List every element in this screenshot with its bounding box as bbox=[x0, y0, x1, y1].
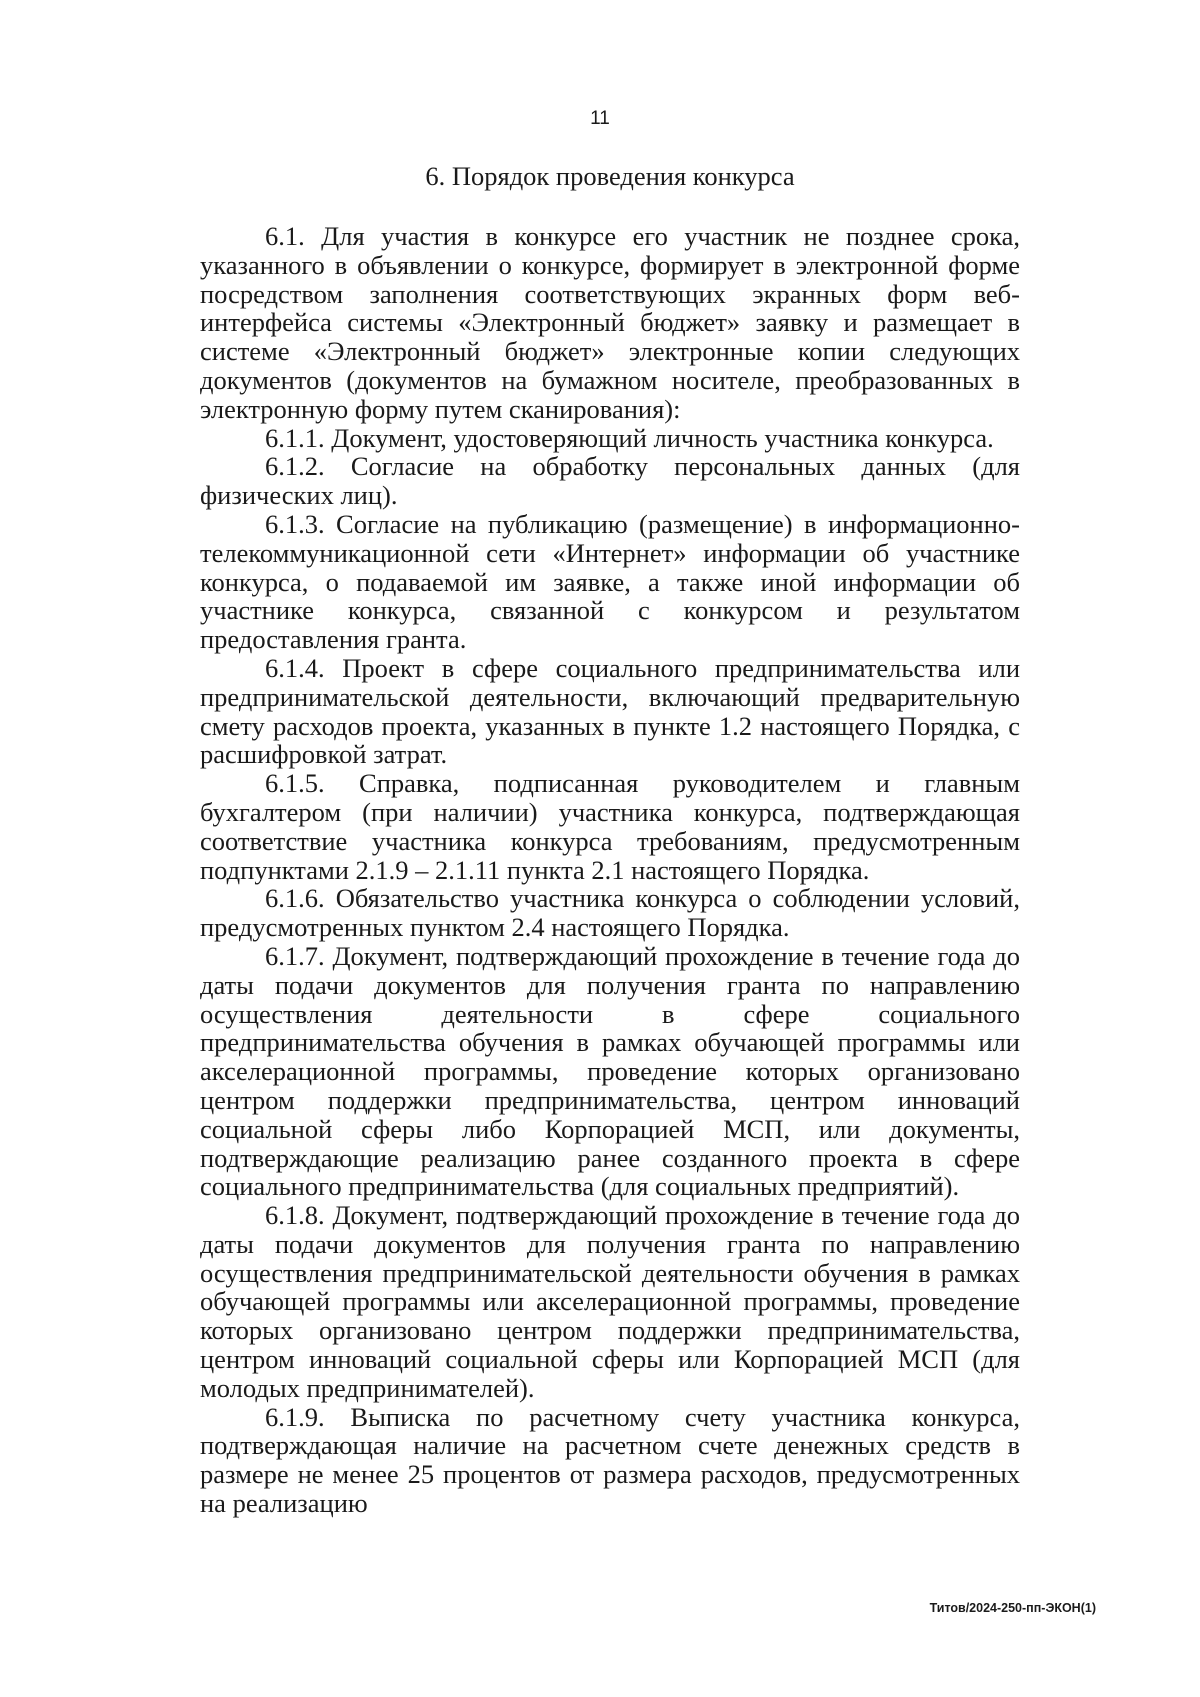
paragraph-6-1-3: 6.1.3. Согласие на публикацию (размещение) в информационно-телекоммуникационной сети «Интернет» информации об участнике конкурса, о подаваемой им заявке, а также иной информации об участнике конкурса, связанной с конкурсом и результатом предоставления гранта. bbox=[200, 508, 1020, 655]
paragraph-6-1: 6.1. Для участия в конкурсе его участник не позднее срока, указанного в объявлении о конкурсе, формирует в электронной форме посредством заполнения соответствующих экранных форм веб-интерфейса системы «Электронный бюджет» заявку и размещает в системе «Электронный бюджет» электронные копии следующих документов (документов на бумажном носителе, преобразованных в электронную форму путем сканирования): bbox=[200, 221, 1020, 424]
paragraph-6-1-4: 6.1.4. Проект в сфере социального предпринимательства или предпринимательской деятельности, включающий предварительную смету расходов проекта, указанных в пункте 1.2 настоящего Порядка, с расшифровкой затрат. bbox=[200, 652, 1020, 770]
paragraph-6-1-8: 6.1.8. Документ, подтверждающий прохождение в течение года до даты подачи документов для получения гранта по направлению осуществления предпринимательской деятельности обучения в рамках обучающей программы или акселерационной программы, проведение которых организовано центром поддержки предпринимательства, центром инноваций социальной сферы или Корпорацией МСП (для молодых предпринимателей). bbox=[200, 1200, 1020, 1403]
paragraph-6-1-1: 6.1.1. Документ, удостоверяющий личность участника конкурса. bbox=[265, 422, 994, 453]
paragraph-6-1-6: 6.1.6. Обязательство участника конкурса о соблюдении условий, предусмотренных пунктом 2.4 настоящего Порядка. bbox=[200, 883, 1020, 943]
section-title: 6. Порядок проведения конкурса bbox=[425, 161, 795, 191]
paragraph-6-1-9: 6.1.9. Выписка по расчетному счету участника конкурса, подтверждающая наличие на расчетном счете денежных средств в размере не менее 25 процентов от размера расходов, предусмотренных на реализацию bbox=[200, 1401, 1020, 1519]
paragraph-6-1-7: 6.1.7. Документ, подтверждающий прохождение в течение года до даты подачи документов для получения гранта по направлению осуществления деятельности в сфере социального предпринимательства обучения в рамках обучающей программы или акселерационной программы, проведение которых организовано центром поддержки предпринимательства, центром инноваций социальной сферы либо Корпорацией МСП, или документы, подтверждающие реализацию ранее созданного проекта в сфере социального предпринимательства (для социальных предприятий). bbox=[200, 940, 1020, 1202]
document-code: Титов/2024-250-пп-ЭКОН(1) bbox=[929, 1601, 1096, 1615]
paragraph-6-1-2: 6.1.2. Согласие на обработку персональных данных (для физических лиц). bbox=[200, 451, 1020, 511]
document-body bbox=[200, 222, 1020, 1518]
paragraph-6-1-5: 6.1.5. Справка, подписанная руководителем и главным бухгалтером (при наличии) участника конкурса, подтверждающая соответствие участника конкурса требованиям, предусмотренным подпунктами 2.1.9 – 2.1.11 пункта 2.1 настоящего Порядка. bbox=[200, 768, 1020, 885]
page-number: 11 bbox=[590, 108, 610, 129]
